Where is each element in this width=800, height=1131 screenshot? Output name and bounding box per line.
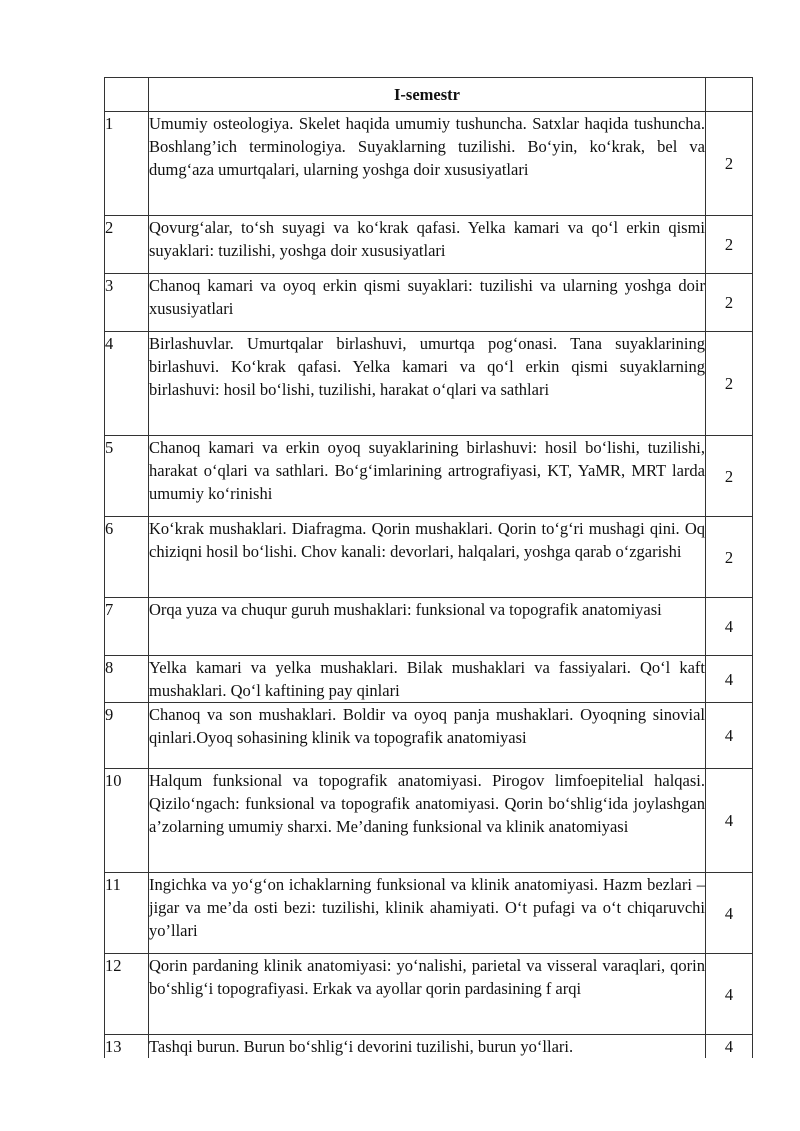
table-row [105,274,753,332]
row-number: 4 [105,332,149,436]
row-number: 1 [105,112,149,216]
row-number: 8 [105,656,149,703]
row-number: 2 [105,216,149,274]
table-row [105,216,753,274]
row-number: 5 [105,436,149,517]
row-topic: Ingichka va yo‘g‘on ichaklarning funksional va klinik anatomiyasi. Hazm bezlari – jigar va me’da osti bezi: tuzilishi, klinik ahamiyati. O‘t pufagi va o‘t chiqaruvchi yo’llari [149,873,706,954]
row-topic: Qorin pardaning klinik anatomiyasi: yo‘nalishi, parietal va visseral varaqlari, qorin bo‘shlig‘i topografiyasi. Erkak va ayollar qorin pardasining f arqi [149,954,706,1035]
row-number: 11 [105,873,149,954]
row-hours: 4 [706,954,753,1035]
table-row [105,656,753,703]
row-number: 9 [105,703,149,769]
row-topic: Halqum funksional va topografik anatomiyasi. Pirogov limfoepitelial halqasi. Qizilo‘ngach: funksional va topografik anatomiyasi. Qorin bo‘shlig‘ida joylashgan a’zolarning umumiy sharxi. Me’daning funksional va klinik anatomiyasi [149,769,706,873]
table-row [105,598,753,656]
table-row [105,332,753,436]
row-hours: 4 [706,598,753,656]
row-topic: Ko‘krak mushaklari. Diafragma. Qorin mushaklari. Qorin to‘g‘ri mushagi qini. Oq chiziqni hosil bo‘lishi. Chov kanali: devorlari, halqalari, yoshga qarab o‘zgarishi [149,517,706,598]
table-row [105,1035,753,1059]
row-number: 13 [105,1035,149,1059]
semester-title: I-semestr [149,78,706,112]
table-row [105,112,753,216]
row-hours: 2 [706,332,753,436]
row-hours: 4 [706,703,753,769]
row-number: 6 [105,517,149,598]
row-number: 3 [105,274,149,332]
row-topic: Chanoq kamari va oyoq erkin qismi suyaklari: tuzilishi va ularning yoshga doir xususiyatlari [149,274,706,332]
table-header-row [105,78,753,112]
table-row [105,873,753,954]
row-topic: Chanoq va son mushaklari. Boldir va oyoq panja mushaklari. Oyoqning sinovial qinlari.Oyoq sohasining klinik va topografik anatomiyasi [149,703,706,769]
row-topic: Tashqi burun. Burun bo‘shlig‘i devorini tuzilishi, burun yo‘llari. [149,1035,706,1059]
table-row [105,436,753,517]
row-topic: Birlashuvlar. Umurtqalar birlashuvi, umurtqa pog‘onasi. Tana suyaklarining birlashuvi. Ko‘krak qafasi. Yelka kamari va qo‘l erkin qismi suyaklarning birlashuvi: hosil bo‘lishi, tuzilishi, harakat o‘qlari va sathlari [149,332,706,436]
syllabus-table [104,77,753,1058]
row-number: 12 [105,954,149,1035]
header-hours-cell [706,78,753,112]
table-row [105,954,753,1035]
row-hours: 4 [706,656,753,703]
row-hours: 4 [706,769,753,873]
row-topic: Orqa yuza va chuqur guruh mushaklari: funksional va topografik anatomiyasi [149,598,706,656]
row-topic: Umumiy osteologiya. Skelet haqida umumiy tushuncha. Satxlar haqida tushuncha. Boshlang’ich terminologiya. Suyaklarning tuzilishi. Bo‘yin, ko‘krak, bel va dumg‘aza umurtqalari, ularning yoshga doir xususiyatlari [149,112,706,216]
row-number: 7 [105,598,149,656]
table-row [105,769,753,873]
table-row [105,517,753,598]
row-hours: 2 [706,517,753,598]
row-topic: Yelka kamari va yelka mushaklari. Bilak mushaklari va fassiyalari. Qo‘l kaft mushaklari. Qo‘l kaftining pay qinlari [149,656,706,703]
row-hours: 2 [706,274,753,332]
row-hours: 2 [706,436,753,517]
row-hours: 2 [706,216,753,274]
row-hours: 4 [706,1035,753,1059]
table-row [105,703,753,769]
row-topic: Qovurg‘alar, to‘sh suyagi va ko‘krak qafasi. Yelka kamari va qo‘l erkin qismi suyaklari: tuzilishi, yoshga doir xususiyatlari [149,216,706,274]
row-hours: 2 [706,112,753,216]
row-topic: Chanoq kamari va erkin oyoq suyaklarining birlashuvi: hosil bo‘lishi, tuzilishi, harakat o‘qlari va sathlari. Bo‘g‘imlarining artrografiyasi, KT, YaMR, MRT larda umumiy ko‘rinishi [149,436,706,517]
row-number: 10 [105,769,149,873]
row-hours: 4 [706,873,753,954]
header-number-cell [105,78,149,112]
